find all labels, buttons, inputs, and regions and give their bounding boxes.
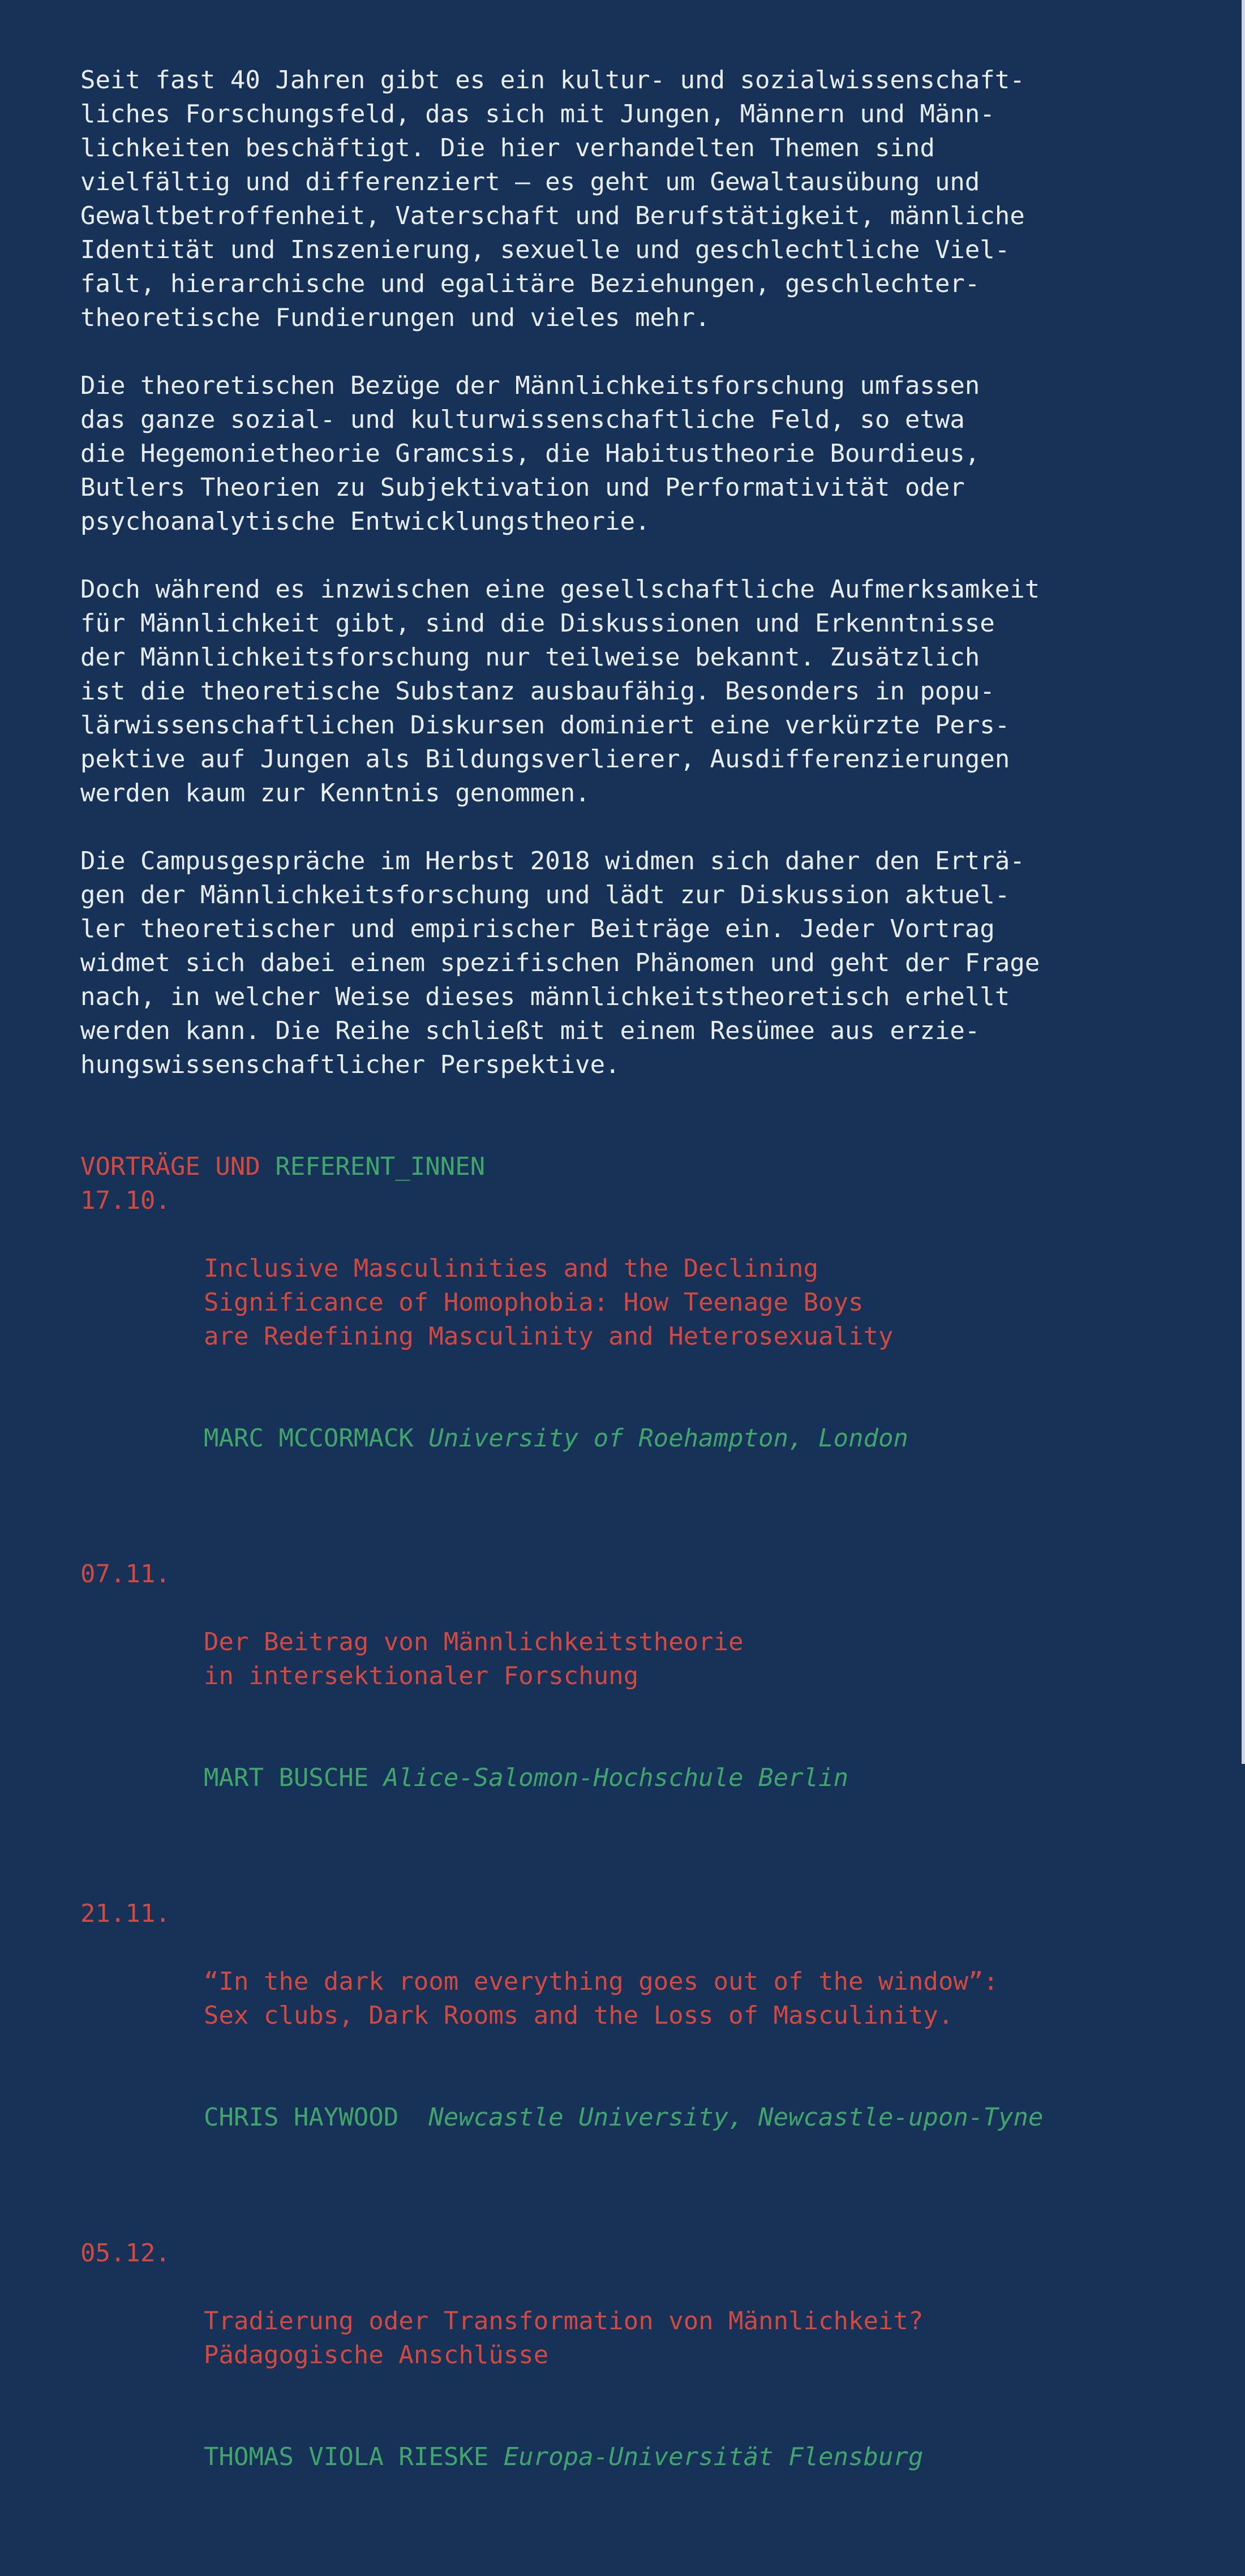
talk-speaker-line [204, 2440, 924, 2474]
paragraph-line: vielfältig und differenziert – es geht um Gewaltausübung und [80, 168, 980, 196]
talk-speaker: THOMAS VIOLA RIESKE [204, 2442, 504, 2471]
talk-body [204, 1897, 1043, 2203]
talk-affiliation: Alice-Salomon-Hochschule Berlin [383, 1763, 849, 1792]
paragraph-line: Butlers Theorien zu Subjektivation und Performativität oder [80, 473, 965, 502]
paragraph-line: Die Campusgespräche im Herbst 2018 widmen sich daher den Erträ- [80, 847, 1025, 875]
section-heading-talks [80, 1150, 1190, 1184]
talk-body [204, 2236, 924, 2542]
paragraph-line: Seit fast 40 Jahren gibt es ein kultur- und sozialwissenschaft- [80, 66, 1025, 95]
talk-item [80, 2236, 1190, 2542]
talk-title: “In the dark room everything goes out of the window”: Sex clubs, Dark Rooms and the Loss of Masculinity. [204, 1967, 998, 2030]
talk-date: 05.12. [80, 2239, 170, 2268]
talk-item [80, 1897, 1190, 2203]
talk-date: 17.10. [80, 1186, 170, 1215]
talk-affiliation: Newcastle University, Newcastle-upon-Tyne [428, 2103, 1044, 2132]
paragraph-theory [80, 369, 1190, 539]
talk-title: Inclusive Masculinities and the Declining Significance of Homophobia: How Teenage Boys are Redefining Masculinity and Heterosexuality [204, 1254, 894, 1351]
document-page [80, 63, 1190, 2576]
page-edge [1242, 0, 1245, 1764]
paragraph-line: werden kaum zur Kenntnis genommen. [80, 779, 590, 808]
paragraph-line: ler theoretischer und empirischer Beiträge ein. Jeder Vortrag [80, 915, 995, 943]
talk-affiliation: University of Roehampton, London [428, 1424, 909, 1453]
talk-title: Der Beitrag von Männlichkeitstheorie in intersektionaler Forschung [204, 1628, 744, 1690]
paragraph-line: die Hegemonietheorie Gramcsis, die Habitustheorie Bourdieus, [80, 439, 980, 468]
paragraph-line: der Männlichkeitsforschung nur teilweise bekannt. Zusätzlich [80, 643, 980, 672]
section-heading-part2: REFERENT_INNEN [275, 1152, 486, 1181]
paragraph-line: falt, hierarchische und egalitäre Beziehungen, geschlechter- [80, 269, 980, 298]
talk-body [204, 1184, 908, 1523]
paragraph-line: psychoanalytische Entwicklungstheorie. [80, 507, 650, 536]
talk-speaker: MARC MCCORMACK [204, 1424, 429, 1453]
paragraph-line: ist die theoretische Substanz ausbaufähig. Besonders in popu- [80, 677, 995, 706]
paragraph-discourse [80, 573, 1190, 810]
paragraph-line: lichkeiten beschäftigt. Die hier verhandelten Themen sind [80, 134, 935, 162]
section-heading-part1: VORTRÄGE UND [80, 1152, 276, 1181]
talk-item [80, 1184, 1190, 1523]
paragraph-line: das ganze sozial- und kulturwissenschaftliche Feld, so etwa [80, 405, 965, 434]
paragraph-line: theoretische Fundierungen und vieles mehr. [80, 303, 710, 332]
paragraph-line: werden kann. Die Reihe schließt mit einem Resümee aus erzie- [80, 1016, 980, 1045]
paragraph-line: Die theoretischen Bezüge der Männlichkeitsforschung umfassen [80, 371, 980, 400]
paragraph-line: Identität und Inszenierung, sexuelle und geschlechtliche Viel- [80, 235, 1010, 264]
talk-speaker: MART BUSCHE [204, 1763, 384, 1792]
paragraph-line: widmet sich dabei einem spezifischen Phänomen und geht der Frage [80, 948, 1040, 977]
paragraph-line: lärwissenschaftlichen Diskursen dominiert eine verkürzte Pers- [80, 711, 1010, 740]
paragraph-line: gen der Männlichkeitsforschung und lädt zur Diskussion aktuel- [80, 881, 1010, 909]
talk-speaker-line [204, 1422, 908, 1456]
talk-item [80, 1557, 1190, 1863]
talk-date: 21.11. [80, 1899, 170, 1928]
paragraph-line: liches Forschungsfeld, das sich mit Jungen, Männern und Männ- [80, 100, 995, 128]
talk-speaker-line [204, 1761, 848, 1795]
paragraph-line: für Männlichkeit gibt, sind die Diskussionen und Erkenntnisse [80, 609, 995, 638]
paragraph-line: hungswissenschaftlicher Perspektive. [80, 1050, 620, 1079]
talk-speaker-line [204, 2101, 1043, 2135]
paragraph-line: nach, in welcher Weise dieses männlichkeitstheoretisch erhellt [80, 982, 1010, 1011]
paragraph-line: pektive auf Jungen als Bildungsverlierer, Ausdifferenzierungen [80, 745, 1010, 774]
paragraph-intro [80, 63, 1190, 335]
talk-body [204, 1557, 848, 1863]
talk-date: 07.11. [80, 1560, 170, 1588]
talk-speaker: CHRIS HAYWOOD [204, 2103, 429, 2132]
paragraph-line: Gewaltbetroffenheit, Vaterschaft und Berufstätigkeit, männliche [80, 201, 1025, 230]
paragraph-line: Doch während es inzwischen eine gesellschaftliche Aufmerksamkeit [80, 575, 1040, 604]
talk-title: Tradierung oder Transformation von Männlichkeit? Pädagogische Anschlüsse [204, 2307, 924, 2369]
paragraph-campus-talks [80, 844, 1190, 1082]
talk-affiliation: Europa-Universität Flensburg [503, 2442, 924, 2471]
